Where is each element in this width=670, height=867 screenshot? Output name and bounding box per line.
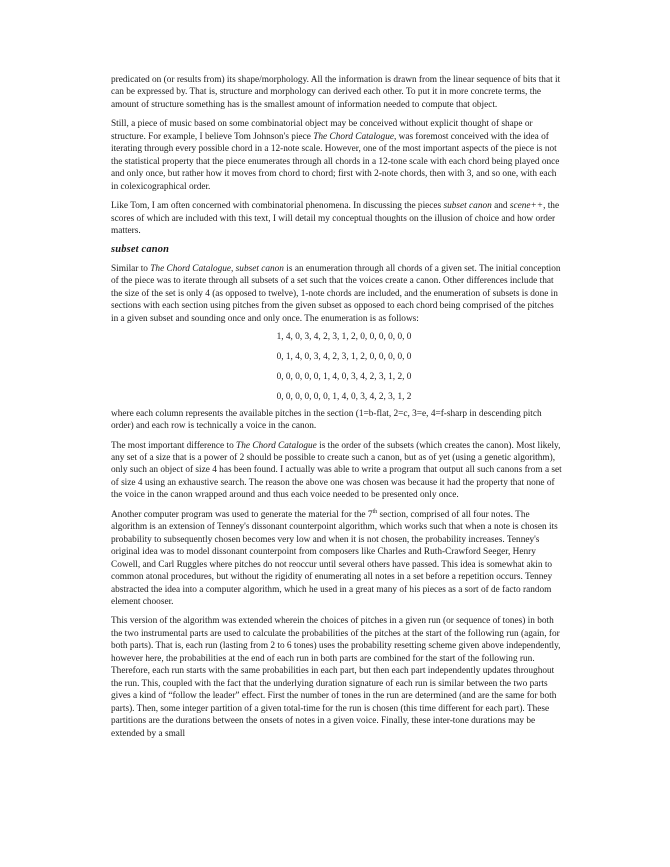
- ordinal-suffix: th: [372, 508, 378, 515]
- work-title-scene: scene++: [509, 201, 544, 212]
- paragraph-4-text-a: Similar to: [111, 263, 151, 274]
- paragraph-7-text-a: Another computer program was used to generate the material for the 7: [111, 509, 373, 520]
- matrix-row: 0, 1, 4, 0, 3, 4, 2, 3, 1, 2, 0, 0, 0, 0, 0: [276, 352, 412, 363]
- paragraph-3-text-a: Like Tom, I am often concerned with combinatorial phenomena. In discussing the pieces: [111, 201, 444, 212]
- work-title-chord-catalogue: The Chord Catalogue: [313, 131, 394, 142]
- paragraph-3-text-b: and: [491, 201, 510, 212]
- paragraph-8: This version of the algorithm was extended wherein the choices of pitches in a given run (or sequence of tones) in both the two instrumental parts are used to calculate the probabilities of the pitches at the start of the following run (again, for both parts). That is, each run (lasting from 2 to 6 tones) uses the probability resetting scheme given above independently, however here, the probabilities at the end of each run in both parts are combined for the start of the following run. Therefore, each run starts with the same probabilities in each part, but then each part independently updates throughout the run. This, coupled with the fact that the underlying duration signature of each run is similar between the two parts gives a kind of “follow the leader” effect. First the number of tones in the run are determined (and are the same for both parts). Then, some integer partition of a given total-time for the run is chosen (this time different for each part). These partitions are the durations between the onsets of notes in a given voice. Finally, these inter-tone durations may be extended by a small: [111, 616, 561, 739]
- paragraph-2-text-b: , was foremost conceived with the idea of iterating through every possible chord in a 12-note scale. However, one of the most important aspects of the piece is not the statistical property that the piece enumerates through all chords in a 12-tone scale with each chord being played once and only once, but rather how it moves from chord to chord; first with 2-note chords, then with 3, and so one, with each in colexicographical order.: [111, 131, 560, 192]
- paragraph-3-text-c: , the scores of which are included with this text, I will detail my conceptual thoughts on the illusion of choice and how order matters.: [111, 201, 560, 236]
- paragraph-2-text-a: Still, a piece of music based on some combinatorial object may be conceived without explicit thought of shape or structure. For example, I believe Tom Johnson's piece: [111, 119, 533, 142]
- document-page: [111, 74, 563, 740]
- work-title-subset-canon: subset canon: [443, 201, 492, 212]
- paragraph-7: [111, 509, 563, 609]
- paragraph-7-text-b: section, comprised of all four notes. The algorithm is an extension of Tenney's dissonant counterpoint algorithm, which works such that when a note is chosen its probability to subsequently chosen becomes very low and when it is not chosen, the probability increases. Tenney's original idea was to model dissonant counterpoint from composers like Charles and Ruth-Crawford Seeger, Henry Cowell, and Carl Ruggles where pitches do not reoccur until several others have passed. This idea is somewhat akin to common atonal procedures, but without the rigidity of enumerating all notes in a set before a repetition occurs. Tenney abstracted the idea into a computer algorithm, which he used in a great many of his pieces as a sort of de facto random element chooser.: [111, 509, 558, 607]
- paragraph-1: predicated on (or results from) its shape/morphology. All the information is drawn from the linear sequence of bits that it can be expressed by. That is, structure and morphology can derived each other. To put it in more concrete terms, the amount of structure something has is the smallest amount of information needed to compute that object.: [111, 75, 561, 110]
- paragraph-3: [111, 200, 563, 237]
- paragraph-4: [111, 263, 563, 325]
- paragraph-6-text-b: is the order of the subsets (which creates the canon). Most likely, any set of a size that is a power of 2 should be possible to create such a canon, but as of yet (using a genetic algorithm), only such an object of size 4 has been found. I actually was able to write a program that output all such canons from a set of size 4 using an exhaustive search. The reason the above one was chosen was because it had the property that none of the voice in the canon wrapped around and thus each voice needed to be presented only once.: [111, 440, 562, 501]
- paragraph-6-text-a: The most important difference to: [111, 440, 237, 451]
- paragraph-2: [111, 118, 563, 193]
- paragraph-4-text-c: is an enumeration through all chords of a given set. The initial conception of the piece was to iterate through all subsets of a set such that the voices create a canon. Other differences include that the size of the set is only 4 (as opposed to twelve), 1-note chords are included, and the enumeration of subsets is done in sections with each section using pitches from the given subset as opposed to each chord being comprised of the pitches in a given subset and sounding once and only once. The enumeration is as follows:: [111, 263, 561, 324]
- work-title-subset-canon-2: subset canon: [235, 263, 284, 274]
- matrix-row: 1, 4, 0, 3, 4, 2, 3, 1, 2, 0, 0, 0, 0, 0, 0: [276, 332, 412, 343]
- work-title-chord-catalogue-3: The Chord Catalogue: [236, 440, 317, 451]
- work-title-chord-catalogue-2: The Chord Catalogue: [150, 263, 232, 274]
- paragraph-4-text-b: ,: [231, 263, 236, 274]
- paragraph-5: where each column represents the available pitches in the section (1=b-flat, 2=c, 3=e, 4=f-sharp in descending pitch order) and each row is technically a voice in the canon.: [111, 408, 542, 432]
- matrix-row: 0, 0, 0, 0, 0, 1, 4, 0, 3, 4, 2, 3, 1, 2, 0: [276, 372, 412, 383]
- paragraph-6: [111, 440, 563, 502]
- section-heading: subset canon: [111, 244, 170, 256]
- matrix-row: 0, 0, 0, 0, 0, 0, 1, 4, 0, 3, 4, 2, 3, 1, 2: [276, 392, 412, 403]
- enumeration-matrix: [111, 331, 563, 404]
